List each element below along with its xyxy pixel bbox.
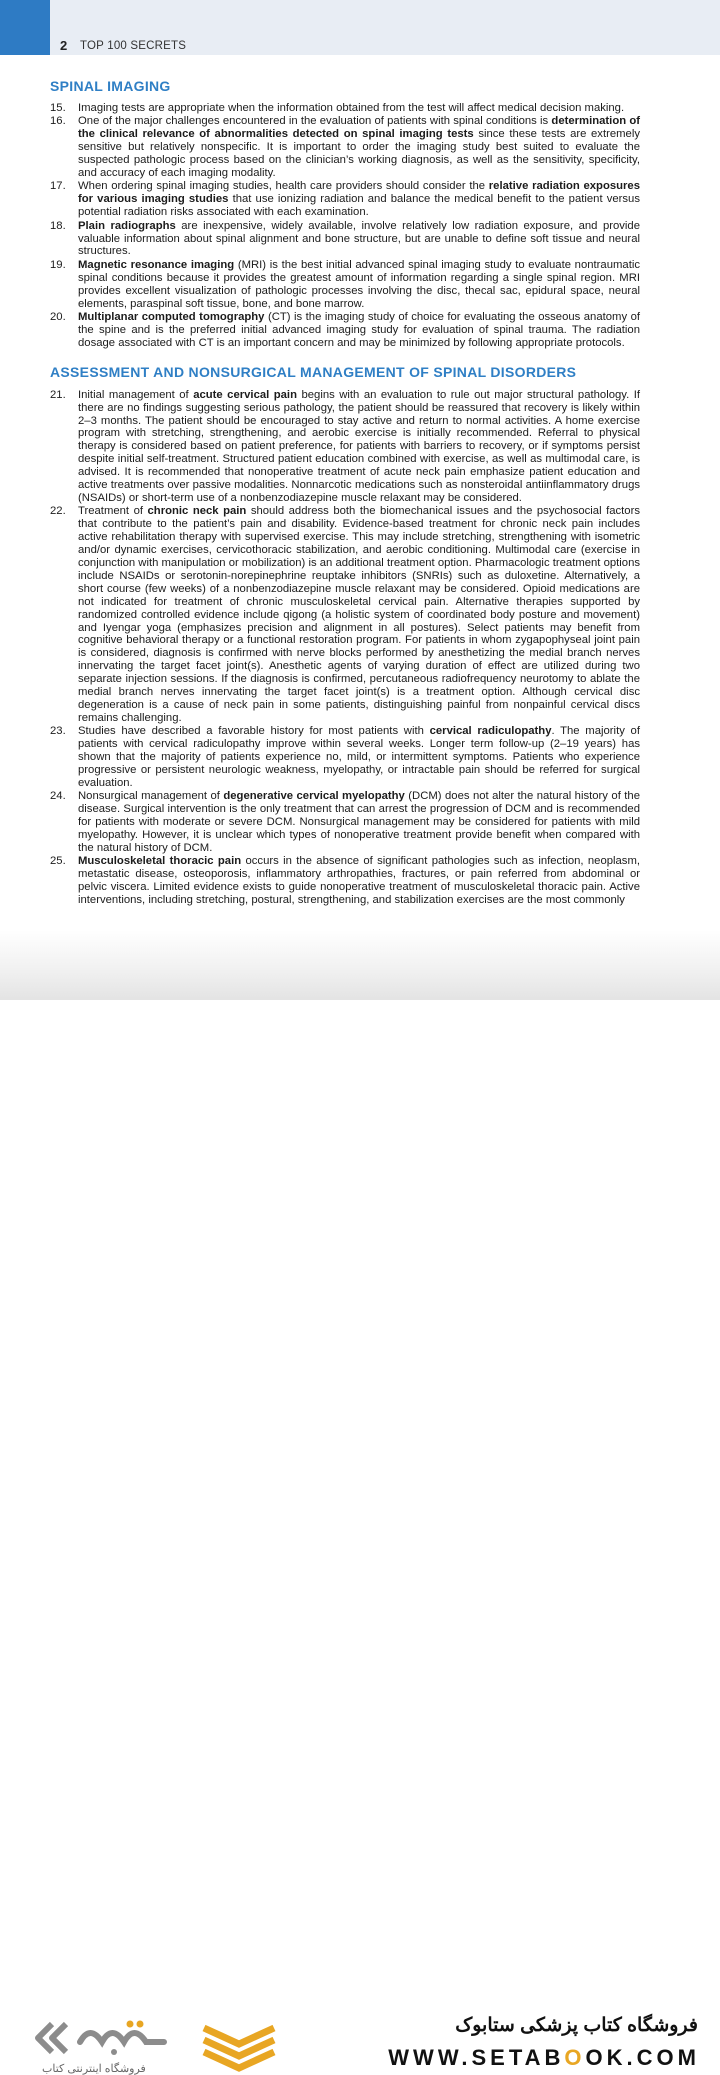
item-text: Initial management of [78,388,194,401]
list-item [50,259,640,311]
url-part-3: OK.COM [585,2045,700,2070]
key-term: degenerative cervical myelopathy [223,790,405,803]
item-text: One of the major challenges encountered in the evaluation of patients with spinal conditions is [78,115,552,128]
item-text: (MRI) is the best initial advanced spinal imaging study to evaluate nontraumatic spinal conditions because it provides the greatest amount of information regarding a single spinal region. MRI provides excellent visualization of pathologic processes involving the disc, thecal sac, epidural space, neural elements, paraspinal soft tissue, bone, and bone marrow. [78,258,640,310]
key-term: cervical radiculopathy [429,725,552,738]
header-color-block [0,0,50,55]
setabook-chevron-logo [200,2018,278,2074]
item-text: should address both the biomechanical issues and the psychosocial factors that contribute to the patient’s pain and disability. Evidence-based treatment for chronic neck pain includes active rehabilitation therapy with supervised exercise. This may include stretching, strengthening with isometric and/or dynamic exercises, cervicothoracic stabilization, and aerobic conditioning. Multimodal care (exercise in conjunction with manipulation or mobilization) is an additional treatment option. Pharmacologic treatment options include NSAIDs or serotonin-norepinephrine reuptake inhibitors (SNRIs) such as duloxetine. Alternatively, a short course (few weeks) of a nonbenzodiazepine muscle relaxant may be considered. Opioid medications are not indicated for treatment of chronic musculoskeletal cervical pain. Alternative therapies supported by randomized controlled evidence include qigong (a holistic system of coordinated body posture and movement) and Iyengar yoga (emphasizes precision and alignment in all postures). Select patients may benefit from cognitive behavioral therapy or a functional restoration program. For patients in whom zygapophyseal joint pain is considered, diagnosis is confirmed with nerve blocks performed by anesthetizing the medial branch nerves innervating the target facet joint(s). Anesthetic agents of varying duration of effect are utilized during two separate injection sessions. If the diagnosis is confirmed, percutaneous radiofrequency neurotomy to ablate the medial branch nerves innervating the target facet joint(s) is a treatment option. Although cervical disc degeneration is a cause of neck pain in some patients, distinguishing painful from nonpainful cervical discs remains challenging. [78,505,641,724]
item-number: 19. [50,258,66,271]
list-item [50,389,640,505]
list-item [50,311,640,350]
item-text: When ordering spinal imaging studies, health care providers should consider the [78,180,489,193]
numbered-list-spinal-imaging [50,102,640,350]
key-term: Multiplanar computed tomography [78,311,265,323]
key-term: chronic neck pain [147,505,247,518]
brand-subtitle: فروشگاه اینترنتی کتاب [42,2063,146,2075]
item-text: are inexpensive, widely available, involve relatively low radiation exposure, and provide valuable information about spinal alignment and bone structure, but are unable to define soft tissue and neural structures. [78,219,641,258]
numbered-list-assessment [50,389,640,907]
item-text: that use ionizing radiation and balance the medical benefit to the patient versus potential radiation risks associated with each examination. [78,193,640,219]
item-text: . The majority of patients with cervical radiculopathy improve within several weeks. Longer term follow-up (2–19 years) has shown that the majority of patients experience no, mild, or intermittent symptoms. Patients who experience progressive or persistent neurologic weakness, myelopathy, or intractable pain should be referred for surgical evaluation. [78,725,640,789]
store-title: فروشگاه کتاب پزشکی ستابوک [455,2015,698,2036]
setabook-wordmark-logo [30,2016,180,2060]
url-part-1: WWW.SETAB [388,2045,565,2070]
section-heading-assessment: ASSESSMENT AND NONSURGICAL MANAGEMENT OF SPINAL DISORDERS [50,363,577,380]
key-term: relative radiation exposures for various imaging studies [78,180,640,206]
store-url[interactable] [388,2045,700,2071]
url-part-o: O [564,2045,586,2070]
list-item [50,115,640,180]
key-term: determination of the clinical relevance of abnormalities detected on spinal imaging tests [78,115,640,141]
page-body [50,72,640,907]
item-text: (CT) is the imaging study of choice for evaluating the osseous anatomy of the spine and is the preferred initial advanced imaging study for evaluation of spinal trauma. The radiation dosage associated with CT is an important concern and may be minimized by following appropriate protocols. [78,311,641,349]
list-item [50,855,640,907]
item-number: 18. [50,219,66,232]
list-item [50,790,640,855]
list-item [50,505,640,724]
item-number: 23. [50,725,66,738]
running-head: TOP 100 SECRETS [80,40,187,52]
page-number: 2 [60,38,68,53]
item-text: Imaging tests are appropriate when the information obtained from the test will affect medical decision making. [78,102,625,114]
item-number: 22. [50,505,66,518]
item-text: Treatment of [78,505,148,518]
item-text: (DCM) does not alter the natural history of the disease. Surgical intervention is the only treatment that can arrest the progression of DCM and is recommended for patients with moderate or severe DCM. Nonsurgical management may be considered for patients with mild myelopathy. However, it is unclear which types of nonoperative treatment provide benefit when compared with the natural history of DCM. [78,790,640,854]
bottom-fade-overlay [0,930,720,1002]
item-number: 20. [50,311,66,323]
list-item [50,102,640,115]
item-text: Nonsurgical management of [78,790,224,803]
key-term: Musculoskeletal thoracic pain [78,855,242,868]
item-number: 17. [50,180,66,193]
list-item [50,725,640,790]
item-text: Studies have described a favorable history for most patients with [78,725,430,738]
key-term: acute cervical pain [193,388,297,401]
item-number: 25. [50,855,66,868]
item-number: 24. [50,790,66,803]
list-item [50,220,640,259]
item-number: 21. [50,388,66,401]
key-term: Plain radiographs [78,219,176,232]
item-text: since these tests are extremely sensitive but relatively nonspecific. It is important to order the imaging study best suited to evaluate the suspected pathologic process based on the clinician’s working diagnosis, as well as the sensitivity, specificity, and accuracy of each imaging modality. [78,128,640,180]
footer-banner [0,1000,720,2075]
section-heading-spinal-imaging: SPINAL IMAGING [50,78,171,94]
key-term: Magnetic resonance imaging [78,258,235,271]
item-text: begins with an evaluation to rule out major structural pathology. If there are no findings suggesting serious pathology, the patient should be reassured that recovery is likely within 2–3 months. The patient should be encouraged to stay active and return to normal activities. A home exercise program with stretching, strengthening, and aerobic exercise is initially recommended. Referral to physical therapy is considered based on patient preference, for patients with barriers to recovery, or if symptoms persist despite initial self-treatment. Structured patient education combined with exercise, as well as multimodal care, is advised. It is recommended that nonoperative treatment of acute neck pain emphasize patient education and active treatments over passive modalities. Nonnarcotic medications such as nonsteroidal antiinflammatory drugs (NSAIDs) or short-term use of a nonbenzodiazepine muscle relaxant may be considered. [78,388,640,504]
item-text: occurs in the absence of significant pathologies such as infection, neoplasm, metastatic disease, osteoporosis, inflammatory arthropathies, fractures, or pain referred from abdominal or pelvic viscera. Limited evidence exists to guide nonoperative treatment of musculoskeletal thoracic pain. Active interventions, including stretching, postural, strengthening, and stabilization exercises are the most commonly [78,855,641,907]
list-item [50,180,640,219]
item-number: 16. [50,115,66,128]
item-number: 15. [50,102,66,114]
